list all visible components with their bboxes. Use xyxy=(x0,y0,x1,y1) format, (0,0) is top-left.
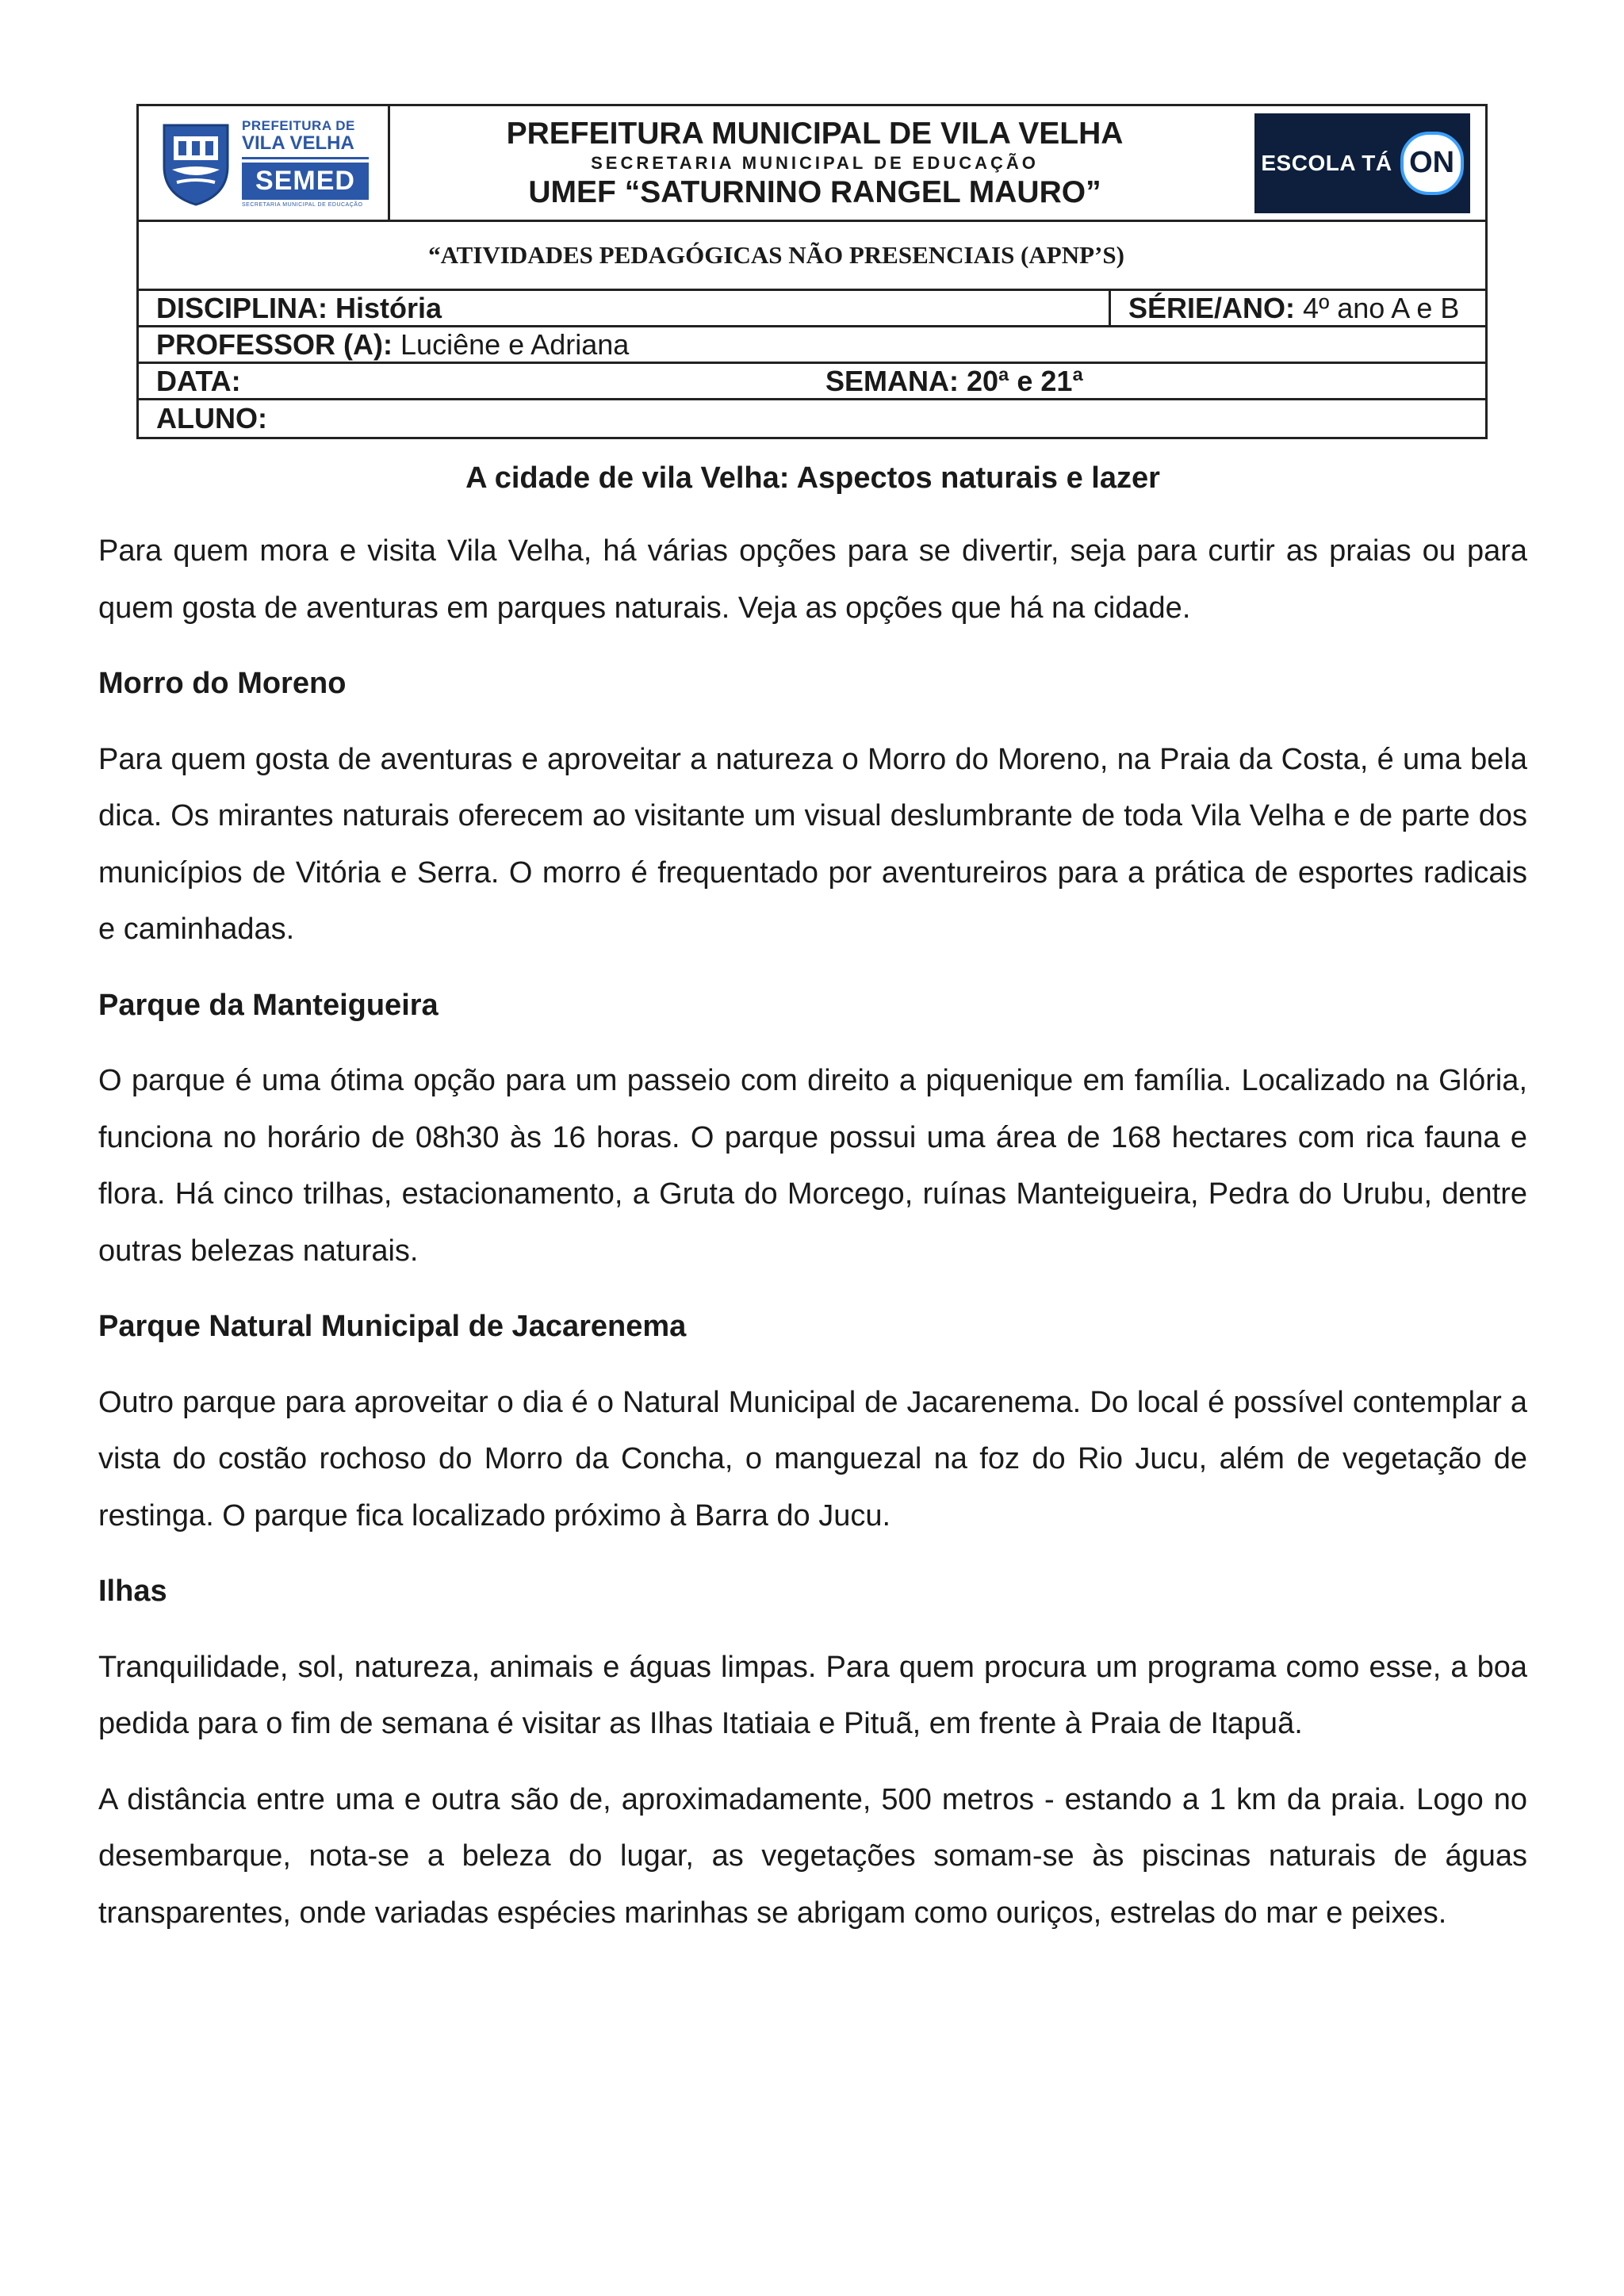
semana-label: SEMANA: xyxy=(825,364,959,397)
section-heading-morro-do-moreno: Morro do Moreno xyxy=(98,667,347,700)
data-label: DATA: xyxy=(156,364,241,397)
document-title: A cidade de vila Velha: Aspectos naturais e lazer xyxy=(465,461,1160,495)
data-row xyxy=(139,364,1485,400)
data-cell xyxy=(139,364,808,398)
prefeitura-logo xyxy=(139,106,390,220)
disciplina-row xyxy=(139,291,1485,327)
aluno-cell xyxy=(139,400,285,437)
prefeitura-text-block xyxy=(242,119,369,208)
professor-label: PROFESSOR (A): xyxy=(156,327,393,361)
document-body xyxy=(98,452,1527,1942)
header-table xyxy=(136,104,1488,439)
professor-row xyxy=(139,327,1485,364)
escola-logo-text: ESCOLA TÁ xyxy=(1261,150,1392,175)
semed-subtitle: SECRETARIA MUNICIPAL DE EDUCAÇÃO xyxy=(242,201,363,208)
apnp-row xyxy=(139,222,1485,291)
header-title-block xyxy=(390,106,1239,220)
disciplina-label: DISCIPLINA: xyxy=(156,291,327,324)
serie-cell xyxy=(1111,291,1485,325)
serie-label: SÉRIE/ANO: xyxy=(1128,291,1296,324)
prefeitura-big-text: VILA VELHA xyxy=(242,132,354,154)
prefeitura-small-text: PREFEITURA DE xyxy=(242,117,355,133)
header-title-prefeitura: PREFEITURA MUNICIPAL DE VILA VELHA xyxy=(506,116,1124,151)
aluno-row xyxy=(139,400,1485,437)
semana-cell xyxy=(808,364,1485,398)
paragraph-ilhas-2: A distância entre uma e outra são de, aproximadamente, 500 metros - estando a 1 km da praia. Logo no desembarque, nota-se a beleza do lugar, as vegetações somam-se às piscinas naturais de águas transparentes, onde variadas espécies marinhas se abrigam como ouriços, estrelas do mar e peixes. xyxy=(98,1782,1527,1930)
serie-value: 4º ano A e B xyxy=(1303,291,1460,324)
disciplina-cell xyxy=(139,291,1111,325)
semana-value: 20ª e 21ª xyxy=(967,364,1083,397)
paragraph-morro-do-moreno: Para quem gosta de aventuras e aproveitar a natureza o Morro do Moreno, na Praia da Costa, é uma bela dica. Os mirantes naturais oferecem ao visitante um visual deslumbrante de toda Vila Velha e de parte dos municípios de Vitória e Serra. O morro é frequentado por aventureiros para a prática de esportes radicais e caminhadas. xyxy=(98,742,1527,946)
professor-value: Luciêne e Adriana xyxy=(400,327,630,361)
prefeitura-divider xyxy=(242,157,369,159)
section-heading-parque-manteigueira: Parque da Manteigueira xyxy=(98,988,439,1022)
header-brand-row xyxy=(139,106,1485,222)
escola-logo-box xyxy=(1254,113,1470,213)
header-title-school: UMEF “SATURNINO RANGEL MAURO” xyxy=(528,174,1101,209)
disciplina-value: História xyxy=(335,291,442,324)
header-title-secretaria: SECRETARIA MUNICIPAL DE EDUCAÇÃO xyxy=(591,152,1039,173)
paragraph-ilhas-1: Tranquilidade, sol, natureza, animais e águas limpas. Para quem procura um programa como esse, a boa pedida para o fim de semana é visitar as Ilhas Itatiaia e Pituã, em frente à Praia de Itapuã. xyxy=(98,1650,1527,1740)
semed-logo-text: SEMED xyxy=(242,163,369,200)
aluno-label: ALUNO: xyxy=(156,402,267,434)
section-heading-ilhas: Ilhas xyxy=(98,1575,167,1608)
escola-on-badge: ON xyxy=(1400,132,1464,195)
professor-cell xyxy=(139,327,646,362)
paragraph-parque-jacarenema: Outro parque para aproveitar o dia é o Natural Municipal de Jacarenema. Do local é possível contemplar a vista do costão rochoso do Morro da Concha, o manguezal na foz do Rio Jucu, além de vegetação de restinga. O parque fica localizado próximo à Barra do Jucu. xyxy=(98,1385,1527,1533)
apnp-title: “ATIVIDADES PEDAGÓGICAS NÃO PRESENCIAIS (APNP’S) xyxy=(428,241,1124,269)
escola-ta-on-logo xyxy=(1239,106,1485,220)
city-crest-icon xyxy=(158,119,234,208)
paragraph-parque-manteigueira: O parque é uma ótima opção para um passeio com direito a piquenique em família. Localizado na Glória, funciona no horário de 08h30 às 16 horas. O parque possui uma área de 168 hectares com rica fauna e flora. Há cinco trilhas, estacionamento, a Gruta do Morcego, ruínas Manteigueira, Pedra do Urubu, dentre outras belezas naturais. xyxy=(98,1064,1527,1268)
section-heading-parque-jacarenema: Parque Natural Municipal de Jacarenema xyxy=(98,1310,687,1343)
intro-paragraph: Para quem mora e visita Vila Velha, há várias opções para se divertir, seja para curtir as praias ou para quem gosta de aventuras em parques naturais. Veja as opções que há na cidade. xyxy=(98,534,1527,625)
